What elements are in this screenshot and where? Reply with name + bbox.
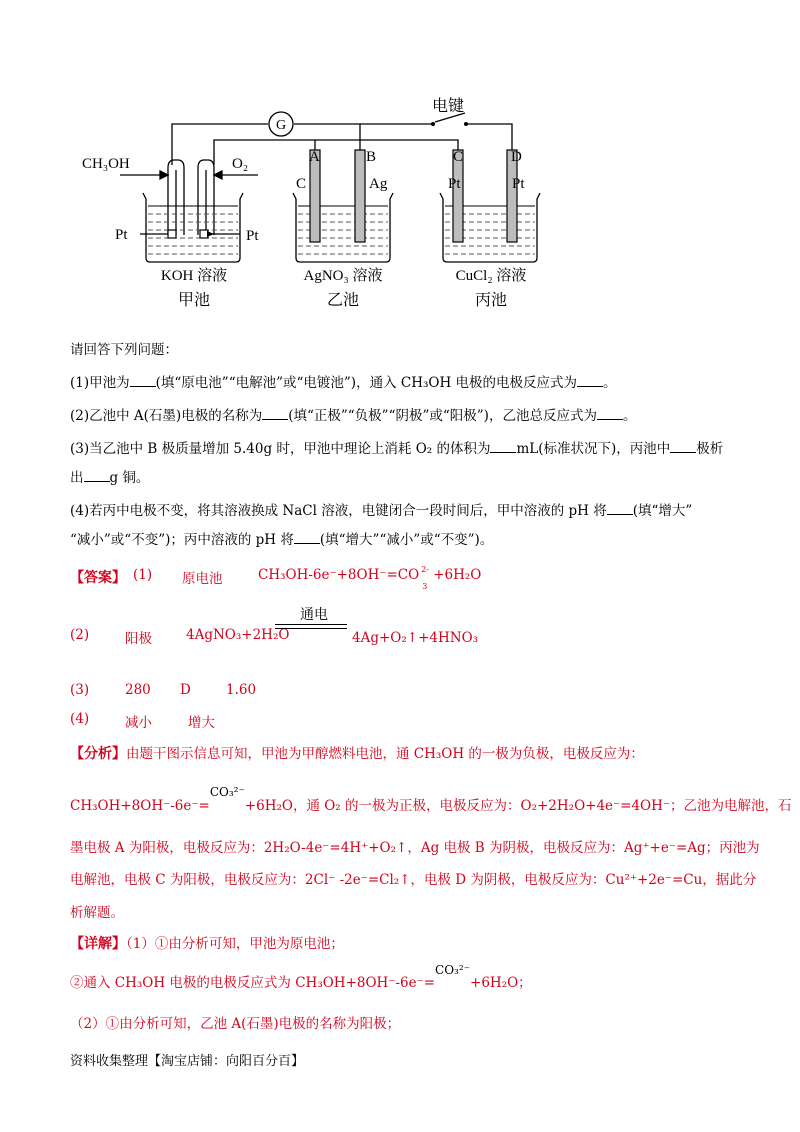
analysis-line-3: 墨电极 A 为阳极，电极反应为：2H₂O-4e⁻=4H⁺+O₂↑，Ag 电极 B 为阴极，电极反应为：Ag⁺+e⁻=Ag；丙池为 [70, 840, 760, 856]
electrode-letter-b: B [366, 149, 377, 165]
q3-part-e: g 铜。 [109, 470, 150, 486]
answer-1-num: (1) [133, 567, 153, 583]
answer-4-value-2: 增大 [188, 715, 215, 731]
detail-line-1 [70, 932, 344, 953]
q4-part-c: “减小”或“不变”)；丙中溶液的 pH 将 [70, 532, 294, 548]
q4-part-d: (填“增大”“减小”或“不变”)。 [319, 532, 494, 548]
electrode-letter-c: C [453, 149, 464, 165]
answer-1-value: 原电池 [182, 571, 223, 587]
blank [577, 374, 603, 387]
footer-note: 资料收集整理【淘宝店铺：向阳百分百】 [70, 1054, 305, 1069]
o2-label: O₂ [232, 156, 249, 172]
q2-part-b: (填“正极”“负极”“阴极”或“阳极”)，乙池总反应式为 [288, 408, 597, 424]
electrode-material-ag: Ag [369, 176, 388, 192]
answer-1-eq-main: CH₃OH-6e⁻+8OH⁻=CO [258, 567, 420, 583]
answer-3-value-1: 280 [125, 682, 151, 698]
q1-part-c: 。 [603, 375, 617, 391]
pool-yi: 乙池 [326, 292, 360, 309]
answer-3-value-3: 1.60 [226, 682, 257, 698]
key-label: 电键 [432, 98, 465, 115]
blank [262, 407, 288, 420]
blank [670, 440, 696, 453]
analysis-line-2 [70, 785, 792, 814]
blank [84, 469, 110, 482]
question-4 [70, 499, 692, 519]
electrode-letter-a: A [309, 149, 320, 165]
blank [597, 407, 623, 420]
blank [294, 531, 320, 544]
detail-text-2b: +6H₂O； [470, 975, 532, 991]
q1-part-a: (1)甲池为 [70, 375, 130, 391]
question-3 [70, 437, 723, 457]
q3-part-d: 出 [70, 470, 84, 486]
galvanometer-label: G [275, 118, 287, 133]
q4-part-b: (填“增大” [632, 503, 693, 519]
ch3oh-label: CH₃OH [82, 156, 130, 172]
analysis-co3: CO₃²⁻ [209, 785, 245, 799]
answer-2-condition: 通电 [300, 607, 328, 623]
pool-bing: 丙池 [474, 292, 508, 309]
q2-part-a: (2)乙池中 A(石墨)电极的名称为 [70, 408, 263, 424]
q3-part-a: (3)当乙池中 B 极质量增加 5.40g 时，甲池中理论上消耗 O₂ 的体积为 [70, 441, 491, 457]
q3-part-b: mL(标准状况下)，丙池中 [516, 441, 671, 457]
detail-line-3: （2）①由分析可知，乙池 A(石墨)电极的名称为阳极； [70, 1016, 401, 1032]
analysis-label: 【分析】 [70, 746, 126, 762]
q3-part-c: 极析 [696, 441, 724, 457]
answer-2-num: (2) [70, 627, 90, 643]
solution-agno3: AgNO₃ 溶液 [303, 268, 383, 284]
electrode-material-pt2: Pt [512, 176, 525, 192]
analysis-line-5: 析解题。 [70, 905, 124, 921]
question-2 [70, 404, 636, 424]
question-1 [70, 371, 617, 391]
solution-cucl2: CuCl₂ 溶液 [455, 268, 527, 284]
detail-label: 【详解】 [70, 936, 126, 952]
answer-1-eq-tail: +6H₂O [433, 567, 482, 583]
blank [490, 440, 516, 453]
solution-koh: KOH 溶液 [160, 268, 228, 284]
answer-4-value-1: 减小 [125, 715, 152, 731]
detail-line-2 [70, 963, 532, 991]
electrochemistry-diagram [0, 0, 800, 330]
detail-co3: CO₃²⁻ [435, 963, 471, 977]
answer-4-num: (4) [70, 711, 90, 727]
q4-part-a: (4)若丙中电极不变，将其溶液换成 NaCl 溶液，电键闭合一段时间后，甲中溶液的 pH 将 [70, 503, 607, 519]
analysis-text-2a: CH₃OH+8OH⁻-6e⁻= [70, 798, 210, 814]
detail-text-1: （1）①由分析可知，甲池为原电池； [126, 936, 344, 952]
q1-part-b: (填“原电池”“电解池”或“电镀池”)，通入 CH₃OH 电极的电极反应式为 [155, 375, 578, 391]
pool-jia: 甲池 [177, 292, 211, 309]
analysis-text-1: 由题干图示信息可知，甲池为甲醇燃料电池，通 CH₃OH 的一极为负极，电极反应为： [126, 746, 644, 762]
blank [607, 502, 633, 515]
electrode-letter-d: D [511, 149, 522, 165]
question-4-cont [70, 528, 493, 548]
answer-1-equation: CH₃OH-6e⁻+8OH⁻=CO 2- 3 +6H₂O [258, 565, 482, 591]
electrode-material-pt1: Pt [448, 176, 461, 192]
answer-2-value: 阳极 [125, 631, 152, 647]
question-3-cont [70, 466, 149, 486]
pt-right-label: Pt [246, 228, 259, 244]
answer-2-eq-left: 4AgNO₃+2H₂O [186, 627, 290, 643]
answer-label: 【答案】 [70, 570, 126, 586]
answer-3-value-2: D [180, 682, 191, 698]
analysis-line-1 [70, 742, 644, 763]
equals-double-line [275, 624, 347, 629]
answer-3-num: (3) [70, 682, 90, 698]
answer-2-eq-right: 4Ag+O₂↑+4HNO₃ [352, 630, 479, 646]
analysis-text-2b: +6H₂O，通 O₂ 的一极为正极，电极反应为：O₂+2H₂O+4e⁻=4OH⁻；乙池为电解池，石 [244, 798, 792, 814]
detail-text-2a: ②通入 CH₃OH 电极的电极反应式为 CH₃OH+8OH⁻-6e⁻= [70, 975, 436, 991]
analysis-line-4: 电解池，电极 C 为阳极，电极反应为：2Cl⁻ -2e⁻=Cl₂↑，电极 D 为阴极，电极反应为：Cu²⁺+2e⁻=Cu，据此分 [70, 872, 757, 888]
question-intro: 请回答下列问题： [70, 342, 178, 358]
blank [130, 374, 156, 387]
electrode-material-c: C [296, 176, 307, 192]
pt-left-label: Pt [115, 227, 128, 243]
q2-part-c: 。 [622, 408, 637, 424]
